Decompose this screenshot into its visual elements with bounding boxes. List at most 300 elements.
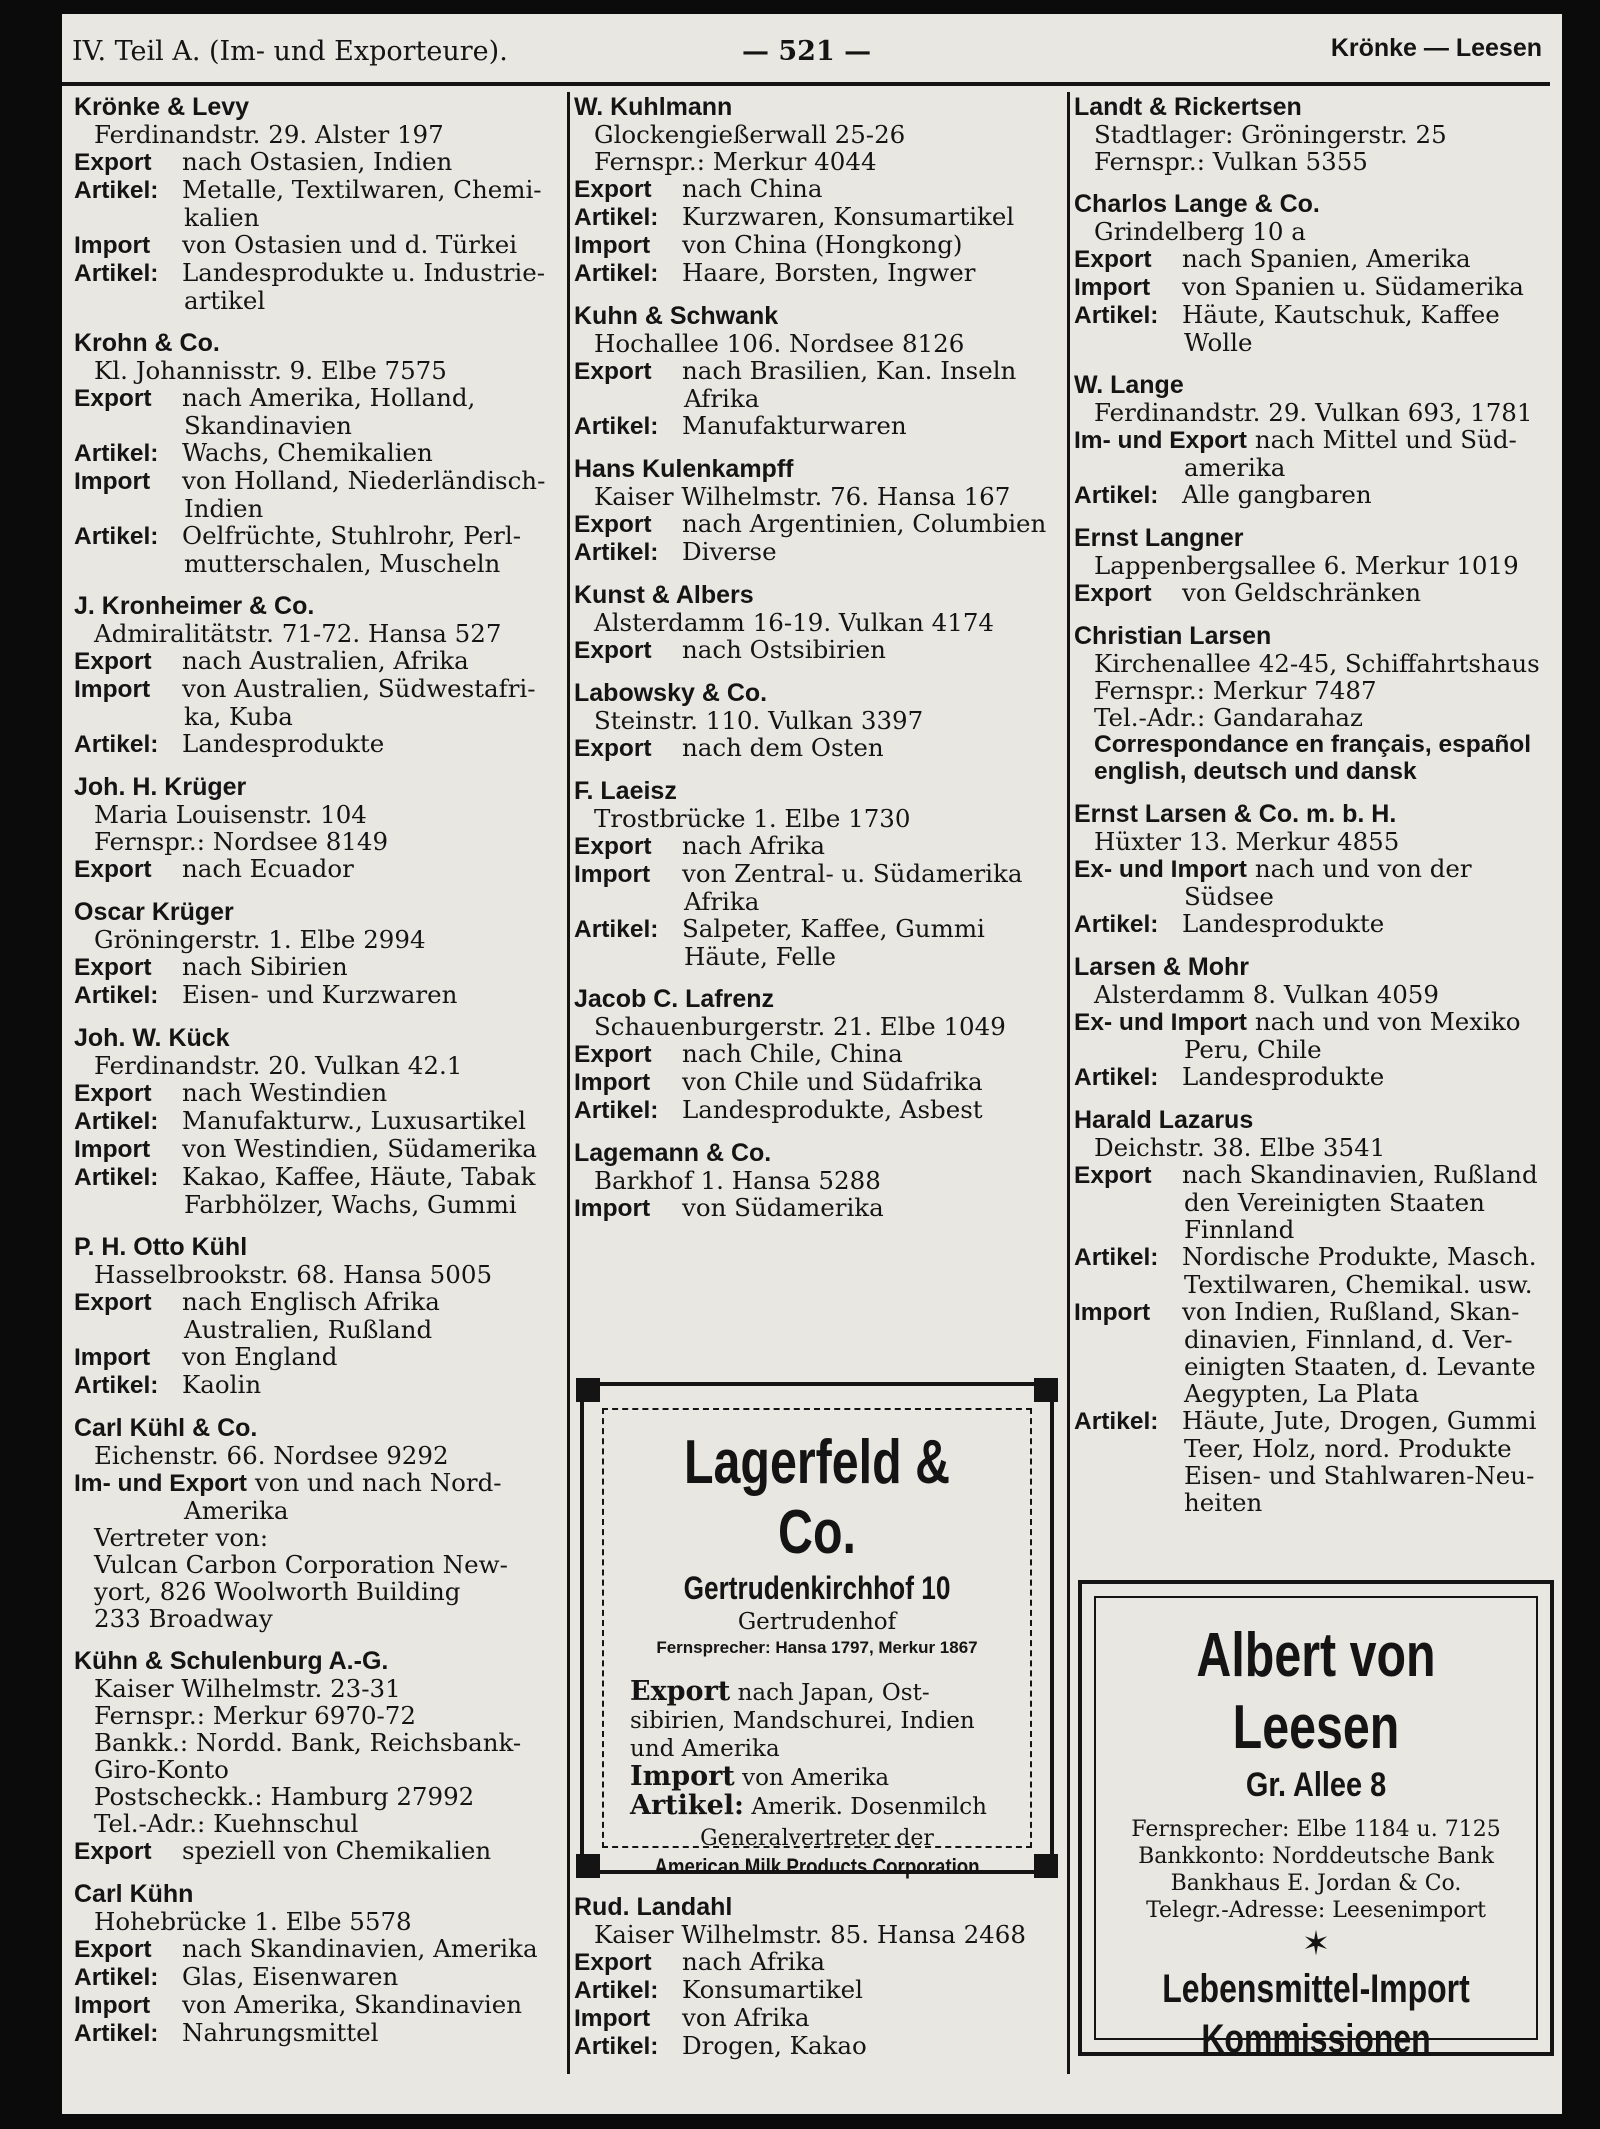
company-name: P. H. Otto Kühl — [74, 1233, 248, 1261]
column-2-bottom — [574, 1894, 1064, 2076]
field-line — [1074, 910, 1554, 938]
company-name: Joh. H. Krüger — [74, 773, 247, 801]
field-label: Artikel: — [74, 260, 159, 287]
company-name: Rud. Landahl — [574, 1893, 733, 1921]
field-line — [574, 1194, 1064, 1222]
directory-entry — [574, 778, 1064, 970]
field-line — [74, 148, 564, 176]
field-label: Import — [74, 232, 151, 259]
field-label: Import — [1074, 274, 1151, 301]
continuation-line: Aegypten, La Plata — [1184, 1379, 1420, 1408]
directory-entry — [574, 94, 1064, 287]
address-line: Postscheckk.: Hamburg 27992 — [94, 1782, 475, 1811]
directory-entry — [74, 899, 564, 1009]
field-line — [1074, 1161, 1554, 1189]
field-line — [574, 860, 1064, 888]
directory-entry — [74, 1648, 564, 1865]
address-line: Fernspr.: Merkur 6970-72 — [94, 1701, 416, 1730]
field-line — [74, 953, 564, 981]
field-value: nach Argentinien, Columbien — [682, 509, 1047, 538]
ad-export-label: Export — [630, 1676, 731, 1707]
corner-square — [576, 1378, 600, 1402]
field-value: nach Amerika, Holland, — [182, 383, 476, 412]
address-line: Kaiser Wilhelmstr. 76. Hansa 167 — [594, 482, 1011, 511]
field-value: nach und von der — [1254, 854, 1472, 883]
field-label: Ex- und Import — [1074, 1009, 1247, 1036]
field-line — [574, 538, 1064, 566]
address-line: Glockengießerwall 25-26 — [594, 120, 906, 149]
company-name: Labowsky & Co. — [574, 679, 768, 707]
advertisement-leesen — [1078, 1580, 1554, 2061]
directory-entry — [574, 303, 1064, 440]
ad-address: Gr. Allee 8 — [1245, 1766, 1387, 1804]
field-value: Kurzwaren, Konsumartikel — [682, 202, 1015, 231]
address-line: Schauenburgerstr. 21. Elbe 1049 — [594, 1012, 1006, 1041]
field-value: speziell von Chemikalien — [182, 1836, 492, 1865]
advertisement-lagerfeld — [580, 1382, 1054, 1879]
field-line — [74, 2019, 564, 2047]
address-line: Vulcan Carbon Corporation New- — [94, 1550, 508, 1579]
address-line: Fernspr.: Vulkan 5355 — [1094, 147, 1368, 176]
field-label: Export — [574, 358, 652, 385]
note-line: Vertreter von: — [94, 1523, 269, 1552]
continuation-line: Skandinavien — [184, 411, 352, 440]
field-label: Artikel: — [74, 1964, 159, 1991]
field-label: Export — [574, 637, 652, 664]
field-label: Artikel: — [74, 2020, 159, 2047]
field-value: nach Afrika — [682, 831, 826, 860]
ad-building: Gertrudenhof — [737, 1609, 897, 1635]
directory-entry — [1074, 94, 1554, 175]
field-value: nach Sibirien — [182, 952, 348, 981]
corner-square — [576, 1854, 600, 1878]
field-line — [574, 915, 1064, 943]
continuation-line: Afrika — [684, 384, 760, 413]
address-line: Gröningerstr. 1. Elbe 2994 — [94, 925, 426, 954]
ad-import-label: Import — [630, 1761, 735, 1792]
field-value: von Westindien, Südamerika — [182, 1134, 537, 1163]
field-value: nach und von Mexiko — [1254, 1007, 1521, 1036]
field-label: Import — [574, 861, 651, 888]
directory-entry — [1074, 801, 1554, 938]
address-line: Steinstr. 110. Vulkan 3397 — [594, 706, 924, 735]
field-label: Export — [74, 1936, 152, 1963]
directory-entry — [74, 94, 564, 314]
field-label: Import — [574, 1195, 651, 1222]
address-line: Trostbrücke 1. Elbe 1730 — [594, 804, 911, 833]
address-line: Ferdinandstr. 29. Alster 197 — [94, 120, 444, 149]
field-line — [574, 1948, 1064, 1976]
company-name: J. Kronheimer & Co. — [74, 592, 315, 620]
field-label: Export — [74, 385, 152, 412]
field-line — [574, 231, 1064, 259]
field-value: Metalle, Textilwaren, Chemi- — [182, 175, 542, 204]
directory-entry — [574, 1140, 1064, 1222]
field-line — [1074, 481, 1554, 509]
field-label: Export — [74, 954, 152, 981]
address-line: Ferdinandstr. 29. Vulkan 693, 1781 — [1094, 398, 1533, 427]
field-label: Artikel: — [1074, 1064, 1159, 1091]
field-value: nach Ecuador — [182, 854, 354, 883]
company-name: Krohn & Co. — [74, 329, 220, 357]
field-value: Eisen- und Kurzwaren — [182, 980, 458, 1009]
field-value: nach Skandinavien, Rußland — [1182, 1160, 1538, 1189]
field-label: Artikel: — [1074, 1408, 1159, 1435]
header-rule — [62, 82, 1550, 86]
field-label: Artikel: — [574, 413, 659, 440]
field-label: Artikel: — [1074, 482, 1159, 509]
field-label: Artikel: — [74, 1108, 159, 1135]
field-line — [1074, 273, 1554, 301]
column-1 — [74, 94, 564, 2063]
field-value: Landesprodukte — [1182, 1062, 1385, 1091]
ad-artikel-text: Amerik. Dosenmilch — [751, 1794, 987, 1820]
field-value: Nordische Produkte, Masch. — [1182, 1242, 1537, 1271]
field-value: von Zentral- u. Südamerika — [682, 859, 1023, 888]
field-value: von Amerika, Skandinavien — [182, 1990, 523, 2019]
directory-entry — [574, 986, 1064, 1124]
corner-square — [1034, 1854, 1058, 1878]
address-line: Hasselbrookstr. 68. Hansa 5005 — [94, 1260, 493, 1289]
field-value: von Afrika — [682, 2003, 810, 2032]
field-value: nach Westindien — [182, 1078, 388, 1107]
ad-artikel-label: Artikel: — [630, 1790, 745, 1821]
field-value: von Indien, Rußland, Skan- — [1182, 1297, 1520, 1326]
field-label: Import — [574, 232, 651, 259]
page-number: — 521 — — [742, 36, 872, 67]
field-line — [574, 2032, 1064, 2060]
field-value: Drogen, Kakao — [682, 2031, 867, 2060]
field-label: Import — [74, 1344, 151, 1371]
field-label: Artikel: — [74, 731, 159, 758]
ad-phone: Fernsprecher: Elbe 1184 u. 7125 — [1131, 1817, 1501, 1842]
address-line: Bankk.: Nordd. Bank, Reichsbank- — [94, 1728, 522, 1757]
address-line: Hüxter 13. Merkur 4855 — [1094, 827, 1400, 856]
field-label: Import — [74, 1992, 151, 2019]
ad-body — [604, 1660, 1030, 1821]
ad-slogan: Kommissionen — [1201, 2017, 1431, 2061]
directory-entry — [574, 1894, 1064, 2060]
continuation-line: mutterschalen, Muscheln — [184, 549, 501, 578]
running-head: Krönke — Leesen — [1330, 34, 1542, 62]
field-label: Export — [574, 511, 652, 538]
ad-slogan: Lebensmittel-Import — [1162, 1967, 1470, 2011]
field-line — [1074, 579, 1554, 607]
directory-entry — [74, 330, 564, 577]
continuation-line: Wolle — [1184, 328, 1253, 357]
ad-telegram: Telegr.-Adresse: Leesenimport — [1146, 1898, 1486, 1923]
directory-entry — [1074, 1107, 1554, 1516]
field-value: Konsumartikel — [682, 1975, 863, 2004]
field-label: Im- und Export — [74, 1470, 247, 1497]
correspondence-line: english, deutsch und dansk — [1094, 758, 1417, 785]
field-value: von Südamerika — [682, 1193, 884, 1222]
field-line — [574, 259, 1064, 287]
field-value: nach Afrika — [682, 1947, 826, 1976]
field-label: Export — [1074, 246, 1152, 273]
field-label: Import — [74, 468, 151, 495]
star-icon: ✶ — [1301, 1924, 1331, 1964]
field-value: nach Englisch Afrika — [182, 1287, 440, 1316]
field-line — [574, 2004, 1064, 2032]
address-line: Kirchenallee 42-45, Schiffahrtshaus — [1094, 649, 1540, 678]
address-line: Grindelberg 10 a — [1094, 217, 1306, 246]
field-value: nach China — [682, 174, 823, 203]
field-line — [74, 1343, 564, 1371]
column-divider — [567, 92, 570, 2074]
address-line: Kaiser Wilhelmstr. 23-31 — [94, 1674, 401, 1703]
field-line — [74, 730, 564, 758]
company-name: W. Lange — [1074, 371, 1184, 399]
field-value: nach Australien, Afrika — [182, 646, 469, 675]
column-2 — [574, 94, 1064, 1238]
ad-import-text: von Amerika — [742, 1765, 890, 1791]
field-line — [74, 675, 564, 703]
field-line — [574, 832, 1064, 860]
field-label: Export — [1074, 580, 1152, 607]
field-line — [574, 1040, 1064, 1068]
field-value: nach Chile, China — [682, 1039, 903, 1068]
directory-entry — [574, 456, 1064, 566]
field-line — [74, 1288, 564, 1316]
field-value: Manufakturwaren — [682, 411, 907, 440]
company-name: Larsen & Mohr — [1074, 953, 1250, 981]
field-value: Landesprodukte u. Industrie- — [182, 258, 546, 287]
field-label: Export — [74, 149, 152, 176]
field-value: nach dem Osten — [682, 733, 884, 762]
field-label: Ex- und Import — [1074, 856, 1247, 883]
address-line: Hochallee 106. Nordsee 8126 — [594, 329, 965, 358]
company-name: F. Laeisz — [574, 777, 677, 805]
address-line: Ferdinandstr. 20. Vulkan 42.1 — [94, 1051, 463, 1080]
company-name: Landt & Rickertsen — [1074, 93, 1302, 121]
ad-phone: Fernsprecher: Hansa 1797, Merkur 1867 — [656, 1638, 978, 1657]
address-line: Deichstr. 38. Elbe 3541 — [1094, 1133, 1386, 1162]
continuation-line: heiten — [1184, 1488, 1263, 1517]
ad-bank: Bankkonto: Norddeutsche Bank — [1138, 1844, 1494, 1869]
directory-entry — [1074, 623, 1554, 785]
correspondence-line: Correspondance en français, español — [1094, 731, 1532, 758]
ad-title: Lagerfeld & Co. — [683, 1428, 951, 1567]
field-label: Export — [1074, 1162, 1152, 1189]
field-line — [74, 1837, 564, 1865]
field-line — [1074, 1063, 1554, 1091]
company-name: Carl Kühn — [74, 1880, 194, 1908]
company-name: Harald Lazarus — [1074, 1106, 1254, 1134]
field-label: Export — [74, 856, 152, 883]
field-line — [74, 384, 564, 412]
ad-company: American Milk Products Corporation — [654, 1854, 980, 1879]
continuation-line: kalien — [184, 203, 260, 232]
field-line — [1074, 1298, 1554, 1326]
company-name: Joh. W. Kück — [74, 1024, 230, 1052]
field-value: Häute, Kautschuk, Kaffee — [1182, 300, 1500, 329]
field-value: Kakao, Kaffee, Häute, Tabak — [182, 1162, 536, 1191]
field-label: Artikel: — [574, 2033, 659, 2060]
company-name: Christian Larsen — [1074, 622, 1272, 650]
directory-entry — [74, 1415, 564, 1632]
field-line — [74, 1371, 564, 1399]
ad-export-cont: sibirien, Mandschurei, Indien — [630, 1708, 975, 1734]
field-line — [74, 439, 564, 467]
field-value: von China (Hongkong) — [682, 230, 963, 259]
address-line: Stadtlager: Gröningerstr. 25 — [1094, 120, 1447, 149]
directory-entry — [1074, 191, 1554, 356]
field-value: von Chile und Südafrika — [682, 1067, 983, 1096]
field-line — [574, 357, 1064, 385]
ad-export-cont: und Amerika — [630, 1736, 780, 1762]
field-label: Artikel: — [574, 539, 659, 566]
continuation-line: Häute, Felle — [684, 942, 837, 971]
field-value: Landesprodukte, Asbest — [682, 1095, 983, 1124]
field-value: Oelfrüchte, Stuhlrohr, Perl- — [182, 521, 521, 550]
field-value: Manufakturw., Luxusartikel — [182, 1106, 526, 1135]
field-label: Artikel: — [74, 440, 159, 467]
field-label: Export — [574, 176, 652, 203]
column-3 — [1074, 94, 1554, 1532]
field-line — [574, 1976, 1064, 2004]
company-name: Carl Kühl & Co. — [74, 1414, 258, 1442]
field-value: Wachs, Chemikalien — [182, 438, 433, 467]
field-line — [574, 203, 1064, 231]
directory-entry — [74, 1881, 564, 2047]
column-divider — [1067, 92, 1070, 2074]
directory-entry — [1074, 525, 1554, 607]
field-value: nach Skandinavien, Amerika — [182, 1934, 538, 1963]
field-line — [1074, 301, 1554, 329]
field-value: von Australien, Südwestafri- — [182, 674, 536, 703]
field-value: nach Ostsibirien — [682, 635, 886, 664]
field-line — [74, 231, 564, 259]
continuation-line: Finnland — [1184, 1215, 1295, 1244]
field-line — [574, 510, 1064, 538]
field-value: Salpeter, Kaffee, Gummi — [682, 914, 985, 943]
address-line: Kl. Johannisstr. 9. Elbe 7575 — [94, 356, 447, 385]
continuation-line: Indien — [184, 494, 264, 523]
continuation-line: einigten Staaten, d. Levante — [1184, 1352, 1536, 1381]
field-label: Import — [574, 1069, 651, 1096]
company-name: W. Kuhlmann — [574, 93, 733, 121]
field-value: nach Ostasien, Indien — [182, 147, 453, 176]
field-value: Landesprodukte — [1182, 909, 1385, 938]
field-value: Kaolin — [182, 1370, 262, 1399]
field-label: Artikel: — [74, 1372, 159, 1399]
ad-title: Albert von Leesen — [1196, 1621, 1436, 1762]
ad-bank: Bankhaus E. Jordan & Co. — [1170, 1871, 1462, 1896]
directory-entry — [574, 680, 1064, 762]
ad-address: Gertrudenkirchhof 10 — [683, 1570, 951, 1606]
field-line — [574, 1096, 1064, 1124]
address-line: Fernspr.: Merkur 4044 — [594, 147, 877, 176]
address-line: Fernspr.: Merkur 7487 — [1094, 676, 1377, 705]
field-label: Import — [74, 1136, 151, 1163]
field-line — [574, 175, 1064, 203]
field-line — [74, 522, 564, 550]
field-label: Export — [574, 1949, 652, 1976]
company-name: Oscar Krüger — [74, 898, 234, 926]
address-line: Maria Louisenstr. 104 — [94, 800, 367, 829]
company-name: Lagemann & Co. — [574, 1139, 772, 1167]
field-line — [1074, 855, 1554, 883]
ad-inner-frame — [602, 1408, 1032, 1879]
field-line — [74, 1469, 564, 1497]
field-line — [574, 734, 1064, 762]
field-value: von und nach Nord- — [254, 1468, 502, 1497]
field-value: nach Spanien, Amerika — [1182, 244, 1471, 273]
directory-entry — [74, 774, 564, 883]
field-value: von Spanien u. Südamerika — [1182, 272, 1524, 301]
field-value: von Geldschränken — [1182, 578, 1422, 607]
field-label: Artikel: — [1074, 911, 1159, 938]
ad-export-text: nach Japan, Ost- — [737, 1680, 930, 1706]
company-name: Ernst Langner — [1074, 524, 1244, 552]
address-line: yort, 826 Woolworth Building — [94, 1577, 461, 1606]
field-label: Im- und Export — [1074, 427, 1247, 454]
field-label: Export — [74, 1289, 152, 1316]
continuation-line: Afrika — [684, 887, 760, 916]
address-line: Alsterdamm 8. Vulkan 4059 — [1094, 980, 1439, 1009]
field-line — [74, 1135, 564, 1163]
directory-entry — [1074, 954, 1554, 1091]
directory-page — [62, 14, 1562, 2114]
directory-entry — [74, 1025, 564, 1218]
continuation-line: Peru, Chile — [1184, 1035, 1322, 1064]
address-line: Barkhof 1. Hansa 5288 — [594, 1166, 881, 1195]
field-line — [1074, 426, 1554, 454]
continuation-line: Südsee — [1184, 882, 1274, 911]
field-line — [74, 1079, 564, 1107]
address-line: Lappenbergsallee 6. Merkur 1019 — [1094, 551, 1519, 580]
address-line: Tel.-Adr.: Kuehnschul — [94, 1809, 359, 1838]
field-label: Artikel: — [574, 260, 659, 287]
page-header — [62, 28, 1562, 74]
field-line — [74, 855, 564, 883]
field-label: Artikel: — [1074, 1244, 1159, 1271]
field-value: Alle gangbaren — [1182, 480, 1372, 509]
address-line: Alsterdamm 16-19. Vulkan 4174 — [594, 608, 995, 637]
field-line — [1074, 245, 1554, 273]
address-line: Hohebrücke 1. Elbe 5578 — [94, 1907, 412, 1936]
field-line — [74, 1107, 564, 1135]
company-name: Hans Kulenkampff — [574, 455, 794, 483]
field-line — [574, 1068, 1064, 1096]
continuation-line: Textilwaren, Chemikal. usw. — [1184, 1270, 1533, 1299]
field-label: Export — [574, 1041, 652, 1068]
ad-inner-frame — [1094, 1596, 1538, 2061]
field-value: Diverse — [682, 537, 777, 566]
field-value: Häute, Jute, Drogen, Gummi — [1182, 1406, 1537, 1435]
field-label: Import — [574, 2005, 651, 2032]
directory-entry — [574, 582, 1064, 664]
field-label: Artikel: — [574, 204, 659, 231]
directory-entry — [74, 593, 564, 758]
field-line — [1074, 1008, 1554, 1036]
field-line — [574, 412, 1064, 440]
field-line — [74, 647, 564, 675]
field-label: Artikel: — [74, 177, 159, 204]
continuation-line: den Vereinigten Staaten — [1184, 1188, 1485, 1217]
field-line — [74, 259, 564, 287]
field-line — [1074, 1407, 1554, 1435]
directory-entry — [1074, 372, 1554, 509]
field-line — [74, 1991, 564, 2019]
field-line — [74, 467, 564, 495]
continuation-line: amerika — [1184, 453, 1286, 482]
field-line — [74, 1935, 564, 1963]
field-line — [74, 1963, 564, 1991]
continuation-line: ka, Kuba — [184, 702, 293, 731]
company-name: Jacob C. Lafrenz — [574, 985, 775, 1013]
